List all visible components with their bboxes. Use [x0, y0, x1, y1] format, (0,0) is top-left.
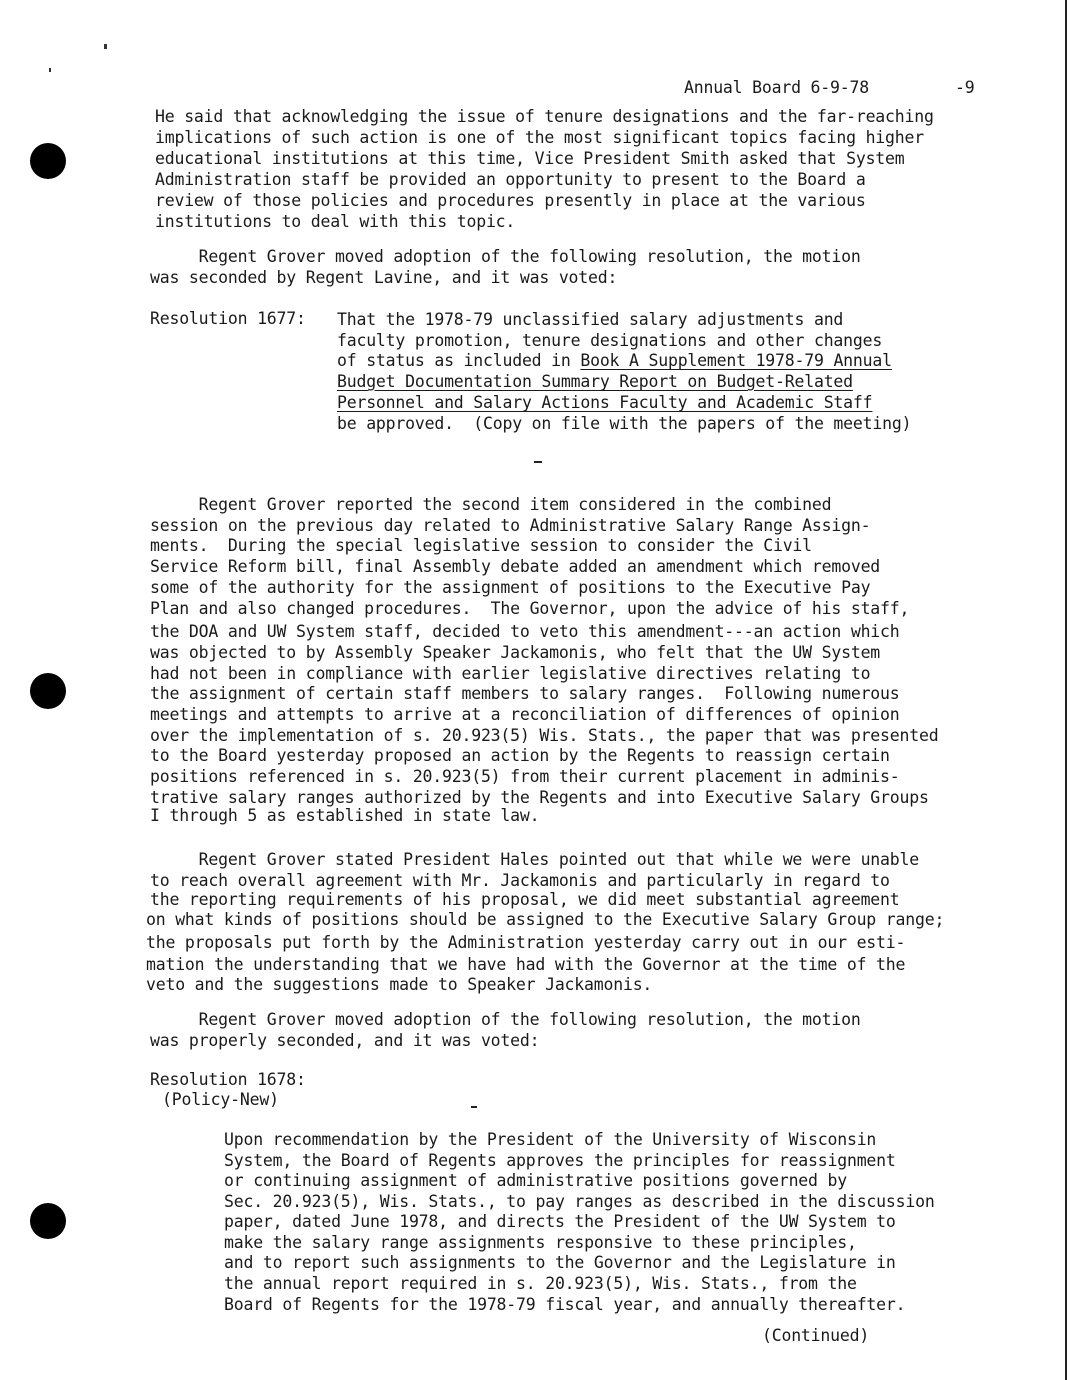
paragraph-line: Regent Grover moved adoption of the following resolution, the motion: [150, 1010, 861, 1029]
stray-mark: [534, 461, 542, 463]
resolution-line: be approved. (Copy on file with the papers of the meeting): [337, 414, 912, 433]
paragraph-line: Plan and also changed procedures. The Governor, upon the advice of his staff,: [150, 599, 910, 618]
stray-mark: [471, 1106, 477, 1108]
paragraph-line: to the Board yesterday proposed an action by the Regents to reassign certain: [150, 746, 890, 765]
paragraph-line: trative salary ranges authorized by the Regents and into Executive Salary Groups: [150, 788, 929, 807]
paragraph-line: some of the authority for the assignment of positions to the Executive Pay: [150, 578, 871, 597]
paragraph-line: He said that acknowledging the issue of tenure designations and the far-reaching: [155, 107, 934, 126]
resolution-sublabel: (Policy-New): [162, 1090, 279, 1109]
paragraph-line: was properly seconded, and it was voted:: [150, 1031, 540, 1050]
resolution-line: That the 1978-79 unclassified salary adjustments and: [337, 310, 844, 329]
paragraph-line: had not been in compliance with earlier legislative directives relating to: [150, 664, 871, 683]
punch-hole: [30, 1203, 66, 1239]
paragraph-line: session on the previous day related to Administrative Salary Range Assign-: [150, 516, 871, 535]
paragraph-line: positions referenced in s. 20.923(5) from their current placement in adminis-: [150, 767, 900, 786]
scan-speck: [104, 44, 107, 49]
paragraph-line: ments. During the special legislative session to consider the Civil: [150, 536, 812, 555]
resolution-line: [337, 351, 892, 371]
paragraph-line: implications of such action is one of the most significant topics facing higher: [155, 128, 924, 147]
paragraph-line: Regent Grover moved adoption of the following resolution, the motion: [150, 247, 861, 266]
resolution-line: and to report such assignments to the Governor and the Legislature in: [224, 1253, 896, 1272]
paragraph-line: the reporting requirements of his proposal, we did meet substantial agreement: [150, 890, 900, 909]
resolution-line: faculty promotion, tenure designations and other changes: [337, 331, 883, 350]
paragraph-line: was seconded by Regent Lavine, and it was voted:: [150, 268, 618, 287]
scan-speck: [49, 68, 51, 72]
page-number: -9: [955, 78, 975, 97]
paragraph-line: the proposals put forth by the Administration yesterday carry out in our esti-: [146, 933, 906, 952]
paragraph-line: to reach overall agreement with Mr. Jackamonis and particularly in regard to: [150, 871, 890, 890]
paragraph-line: Service Reform bill, final Assembly debate added an amendment which removed: [150, 557, 881, 576]
paragraph-line: over the implementation of s. 20.923(5) Wis. Stats., the paper that was presented: [150, 726, 939, 745]
paragraph-line: Regent Grover reported the second item considered in the combined: [150, 495, 832, 514]
resolution-line: Board of Regents for the 1978-79 fiscal year, and annually thereafter.: [224, 1295, 906, 1314]
resolution-line: make the salary range assignments responsive to these principles,: [224, 1233, 857, 1252]
paragraph-line: was objected to by Assembly Speaker Jackamonis, who felt that the UW System: [150, 643, 881, 662]
document-title-underlined: Personnel and Salary Actions Faculty and Academic Staff: [337, 393, 873, 412]
paragraph-line: the DOA and UW System staff, decided to veto this amendment---an action which: [150, 622, 900, 641]
punch-hole: [30, 143, 66, 179]
resolution-line: paper, dated June 1978, and directs the President of the UW System to: [224, 1212, 896, 1231]
document-title-underlined: Budget Documentation Summary Report on Budget-Related: [337, 372, 853, 391]
paragraph-line: I through 5 as established in state law.: [150, 806, 540, 825]
resolution-label: Resolution 1678:: [150, 1070, 306, 1089]
paragraph-line: the assignment of certain staff members to salary ranges. Following numerous: [150, 684, 900, 703]
continued-note: (Continued): [762, 1326, 870, 1345]
resolution-line: or continuing assignment of administrative positions governed by: [224, 1171, 847, 1190]
paragraph-line: institutions to deal with this topic.: [155, 212, 516, 231]
resolution-line: System, the Board of Regents approves the principles for reassignment: [224, 1151, 896, 1170]
resolution-label: Resolution 1677:: [150, 309, 306, 328]
paragraph-line: Administration staff be provided an opportunity to present to the Board a: [155, 170, 866, 189]
resolution-text: of status as included in: [337, 351, 581, 370]
header-title: Annual Board 6-9-78: [684, 78, 869, 97]
document-title-underlined: Book A Supplement 1978-79 Annual: [580, 351, 892, 370]
paragraph-line: veto and the suggestions made to Speaker Jackamonis.: [146, 975, 653, 994]
paragraph-line: review of those policies and procedures presently in place at the various: [155, 191, 866, 210]
resolution-line: the annual report required in s. 20.923(5), Wis. Stats., from the: [224, 1274, 857, 1293]
punch-hole: [30, 673, 66, 709]
paragraph-line: Regent Grover stated President Hales pointed out that while we were unable: [150, 850, 919, 869]
resolution-line: Upon recommendation by the President of the University of Wisconsin: [224, 1130, 877, 1149]
paragraph-line: educational institutions at this time, Vice President Smith asked that System: [155, 149, 905, 168]
paragraph-line: on what kinds of positions should be assigned to the Executive Salary Group range;: [146, 910, 945, 929]
paragraph-line: meetings and attempts to arrive at a reconciliation of differences of opinion: [150, 705, 900, 724]
resolution-line: Sec. 20.923(5), Wis. Stats., to pay ranges as described in the discussion: [224, 1192, 935, 1211]
paragraph-line: mation the understanding that we have had with the Governor at the time of the: [146, 955, 906, 974]
